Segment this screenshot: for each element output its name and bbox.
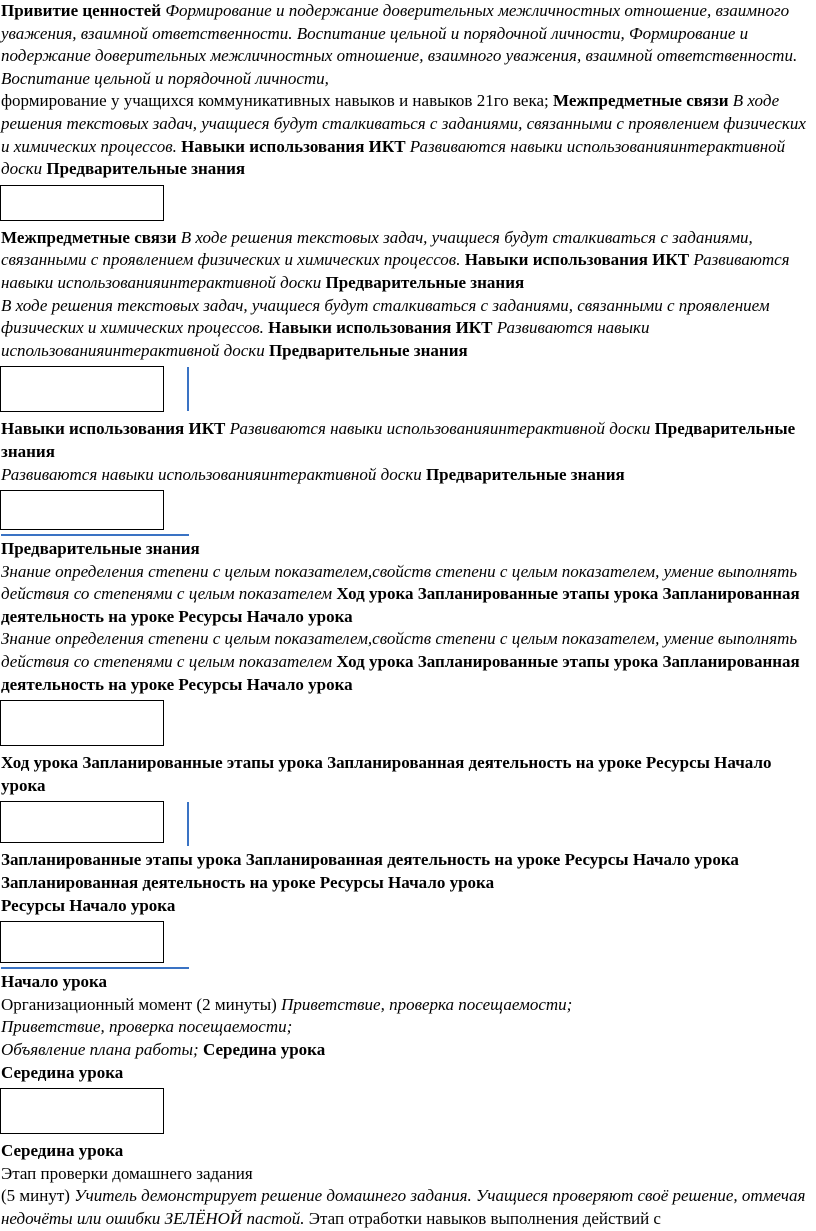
heading-ict: Навыки использования ИКТ: [176, 136, 410, 156]
section-values: [1, 0, 816, 181]
text-ict: Развиваются навыки использованияинтерактивной доски: [1, 250, 790, 292]
empty-box: [0, 1088, 164, 1134]
blue-rule: [187, 802, 189, 846]
heading-values: Привитие ценностей: [1, 1, 166, 20]
empty-box: [0, 185, 164, 221]
text-practice-stage: Этап отработки навыков выполнения действий с: [304, 1208, 661, 1228]
text-org-moment: Организационный момент (2 минуты): [1, 994, 277, 1014]
heading-resources: Ресурсы Начало урока: [1, 895, 176, 915]
heading-ict: Навыки использования ИКТ: [1, 419, 230, 439]
heading-interdisciplinary: Межпредметные связи: [1, 227, 177, 247]
text-ict: Развиваются навыки использованияинтерактивной доски: [1, 464, 422, 484]
heading-lesson-middle: Середина урока: [198, 1040, 326, 1059]
text-greeting: Приветствие, проверка посещаемости;: [1, 1017, 293, 1037]
text-ict: Развиваются навыки использованияинтерактивной доски: [1, 318, 650, 360]
heading-interdisciplinary: Межпредметные связи: [548, 91, 729, 111]
heading-lesson-middle: Середина урока: [1, 1062, 124, 1082]
text-ict: Развиваются навыки использованияинтерактивной доски: [229, 419, 651, 439]
blue-rule: [187, 367, 189, 411]
section-planned-stages: [1, 849, 816, 917]
text-interdisciplinary: В ходе решения текстовых задач, учащиеся будут сталкиваться с заданиями, связанными с проявлением физических и химических процессов.: [1, 91, 806, 156]
heading-prior-knowledge: Предварительные знания: [1, 419, 796, 461]
section-lesson-middle: [1, 1140, 816, 1230]
heading-lesson-flow: Ход урока Запланированные этапы урока Запланированная деятельность на уроке Ресурсы Начало урока: [1, 584, 800, 626]
blue-rule: [1, 534, 189, 536]
heading-lesson-flow: Ход урока Запланированные этапы урока Запланированная деятельность на уроке Ресурсы Начало урока: [1, 753, 772, 795]
text-interdisciplinary: В ходе решения текстовых задач, учащиеся будут сталкиваться с заданиями, связанными с проявлением физических и химических процессов.: [1, 227, 753, 270]
heading-ict: Навыки использования ИКТ: [460, 250, 694, 270]
section-interdisciplinary: [1, 227, 816, 363]
text-interdisciplinary: В ходе решения текстовых задач, учащиеся будут сталкиваться с заданиями, связанными с проявлением физических и химических процессов.: [1, 295, 770, 338]
text-skills: формирование у учащихся коммуникативных навыков и навыков 21го века;: [1, 91, 549, 111]
text-prior-knowledge: Знание определения степени с целым показателем,свойств степени с целым показателем, умение выполнять действия со степенями с целым показателем: [1, 629, 798, 672]
empty-box: [0, 921, 164, 963]
empty-box: [0, 801, 164, 843]
heading-ict: Навыки использования ИКТ: [263, 318, 497, 338]
text-ict: Развиваются навыки использованияинтерактивной доски: [1, 136, 786, 179]
text-homework-demo: Учитель демонстрирует решение домашнего задания. Учащиеся проверяют своё решение, отмечая недочёты или ошибки ЗЕЛЁНОЙ пастой.: [1, 1186, 806, 1228]
text-prior-knowledge: Знание определения степени с целым показателем,свойств степени с целым показателем, умение выполнять действия со степенями с целым показателем: [1, 561, 798, 604]
empty-box: [0, 366, 164, 412]
heading-planned-activity: Запланированная деятельность на уроке Ресурсы Начало урока: [1, 873, 495, 893]
text-duration: (5 минут): [1, 1186, 70, 1206]
heading-prior-knowledge: Предварительные знания: [421, 464, 625, 484]
section-prior-knowledge: [1, 538, 816, 696]
empty-box: [0, 490, 164, 530]
heading-prior-knowledge: Предварительные знания: [321, 272, 525, 292]
heading-lesson-flow: Ход урока Запланированные этапы урока Запланированная деятельность на уроке Ресурсы Начало урока: [1, 652, 800, 694]
heading-planned-stages: Запланированные этапы урока Запланированная деятельность на уроке Ресурсы Начало урока: [1, 850, 739, 870]
heading-lesson-start: Начало урока: [1, 972, 108, 992]
section-lesson-start: [1, 971, 816, 1084]
empty-box: [0, 700, 164, 746]
section-ict: [1, 418, 816, 486]
heading-prior-knowledge: Предварительные знания: [1, 539, 200, 559]
text-values: Формирование и подержание доверительных межличностных отношение, взаимного уважения, взаимной ответственности. Воспитание цельной и порядочной личности, Формирование и подержание доверительных межличностных отношение, взаимного уважения, взаимной ответственности. Воспитание цельной и порядочной личности,: [1, 1, 798, 88]
text-plan: Объявление плана работы;: [1, 1040, 199, 1059]
blue-rule: [1, 967, 189, 969]
heading-lesson-middle: Середина урока: [1, 1141, 124, 1161]
text-homework-check: Этап проверки домашнего задания: [1, 1163, 253, 1183]
section-lesson-flow: [1, 752, 816, 797]
heading-prior-knowledge: Предварительные знания: [42, 159, 246, 179]
text-greeting: Приветствие, проверка посещаемости;: [276, 994, 573, 1014]
heading-prior-knowledge: Предварительные знания: [264, 340, 468, 360]
